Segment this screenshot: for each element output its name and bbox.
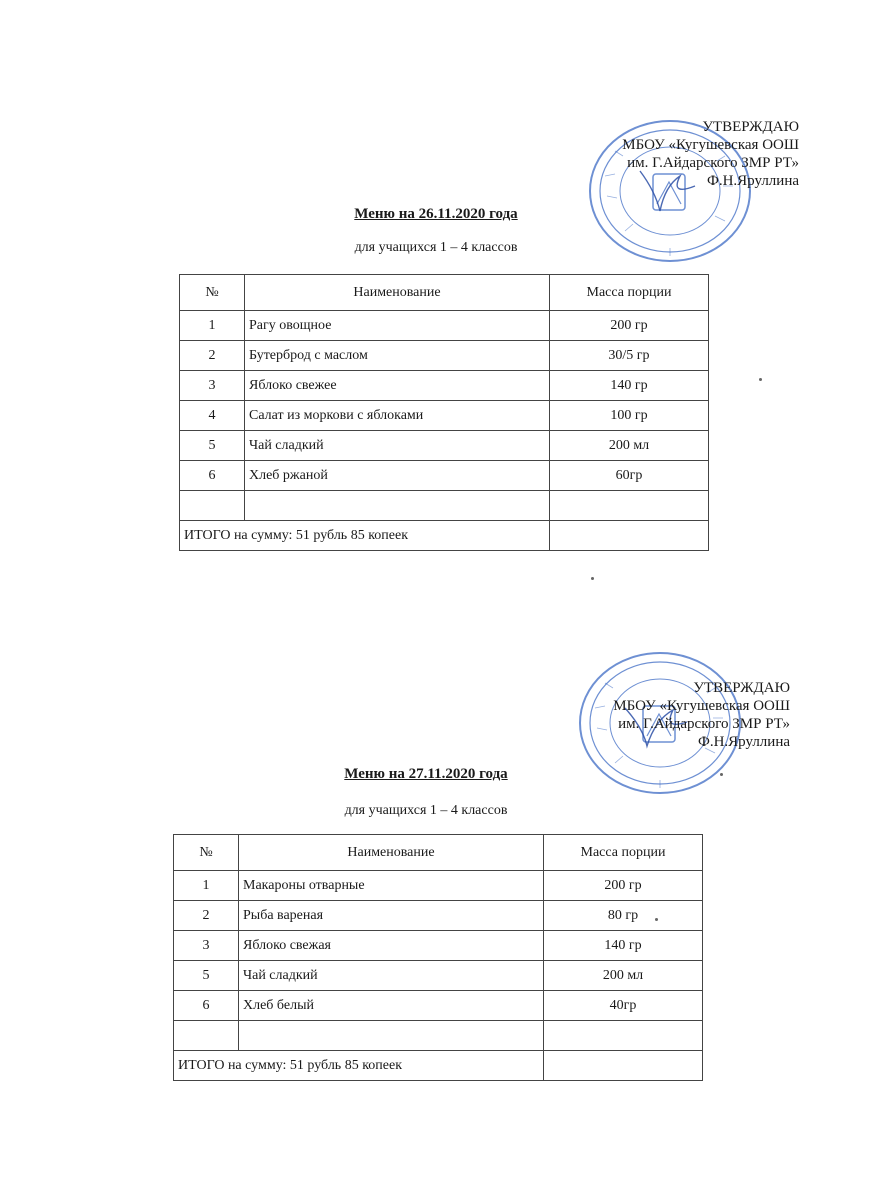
table-row — [180, 431, 709, 461]
approval-school: МБОУ «Кугушевская ООШ — [622, 137, 799, 153]
total-label: ИТОГО на сумму: 51 рубль 85 копеек — [174, 1051, 544, 1081]
scan-speck — [591, 577, 594, 580]
table-row — [174, 991, 703, 1021]
table-header-row — [174, 835, 703, 871]
approval-school-name: им. Г.Айдарского ЗМР РТ» — [627, 155, 799, 171]
header-mass: Масса порции — [550, 275, 709, 311]
row-num: 2 — [180, 341, 245, 371]
approval-director: Ф.Н.Яруллина — [706, 173, 799, 189]
table-empty-row — [174, 1021, 703, 1051]
table-row — [180, 341, 709, 371]
table-header-row — [180, 275, 709, 311]
table-total-row — [180, 521, 709, 551]
approval-school-name: им. Г.Айдарского ЗМР РТ» — [618, 716, 790, 732]
table-row — [180, 461, 709, 491]
table-row — [180, 401, 709, 431]
row-mass: 80 гр — [544, 901, 703, 931]
menu-table-2 — [173, 834, 703, 1081]
row-name: Рагу овощное — [245, 311, 550, 341]
row-name: Хлеб ржаной — [245, 461, 550, 491]
header-num: № — [174, 835, 239, 871]
row-name: Бутерброд с маслом — [245, 341, 550, 371]
row-mass: 200 мл — [550, 431, 709, 461]
row-mass: 100 гр — [550, 401, 709, 431]
scan-speck — [720, 773, 723, 776]
row-name: Рыба вареная — [239, 901, 544, 931]
approval-title: УТВЕРЖДАЮ — [693, 680, 790, 696]
header-name: Наименование — [239, 835, 544, 871]
row-name: Чай сладкий — [239, 961, 544, 991]
table-total-row — [174, 1051, 703, 1081]
total-label: ИТОГО на сумму: 51 рубль 85 копеек — [180, 521, 550, 551]
row-num: 3 — [174, 931, 239, 961]
table-row — [174, 901, 703, 931]
approval-school: МБОУ «Кугушевская ООШ — [613, 698, 790, 714]
approval-title: УТВЕРЖДАЮ — [702, 119, 799, 135]
table-row — [180, 311, 709, 341]
table-empty-row — [180, 491, 709, 521]
row-name: Яблоко свежая — [239, 931, 544, 961]
row-num: 4 — [180, 401, 245, 431]
row-num: 1 — [174, 871, 239, 901]
row-name: Яблоко свежее — [245, 371, 550, 401]
row-num: 5 — [180, 431, 245, 461]
row-num: 3 — [180, 371, 245, 401]
row-num: 2 — [174, 901, 239, 931]
approval-block — [613, 679, 790, 751]
header-name: Наименование — [245, 275, 550, 311]
row-mass: 200 мл — [544, 961, 703, 991]
row-mass: 200 гр — [544, 871, 703, 901]
row-mass: 40гр — [544, 991, 703, 1021]
row-name: Чай сладкий — [245, 431, 550, 461]
table-row — [174, 871, 703, 901]
row-num: 6 — [174, 991, 239, 1021]
row-mass: 140 гр — [550, 371, 709, 401]
approval-block — [622, 118, 799, 190]
table-row — [180, 371, 709, 401]
menu-subtitle-2: для учащихся 1 – 4 классов — [344, 803, 508, 818]
header-mass: Масса порции — [544, 835, 703, 871]
row-num: 5 — [174, 961, 239, 991]
row-name: Салат из моркови с яблоками — [245, 401, 550, 431]
menu-subtitle-1: для учащихся 1 – 4 классов — [354, 240, 518, 255]
row-mass: 60гр — [550, 461, 709, 491]
table-row — [174, 961, 703, 991]
menu-title-2: Меню на 27.11.2020 года — [344, 766, 508, 782]
row-num: 6 — [180, 461, 245, 491]
menu-table-1 — [179, 274, 709, 551]
scan-speck — [655, 918, 658, 921]
row-name: Макароны отварные — [239, 871, 544, 901]
scan-speck — [759, 378, 762, 381]
row-num: 1 — [180, 311, 245, 341]
header-num: № — [180, 275, 245, 311]
menu-title-1: Меню на 26.11.2020 года — [354, 206, 518, 222]
row-name: Хлеб белый — [239, 991, 544, 1021]
approval-director: Ф.Н.Яруллина — [697, 734, 790, 750]
row-mass: 140 гр — [544, 931, 703, 961]
row-mass: 200 гр — [550, 311, 709, 341]
table-row — [174, 931, 703, 961]
row-mass: 30/5 гр — [550, 341, 709, 371]
